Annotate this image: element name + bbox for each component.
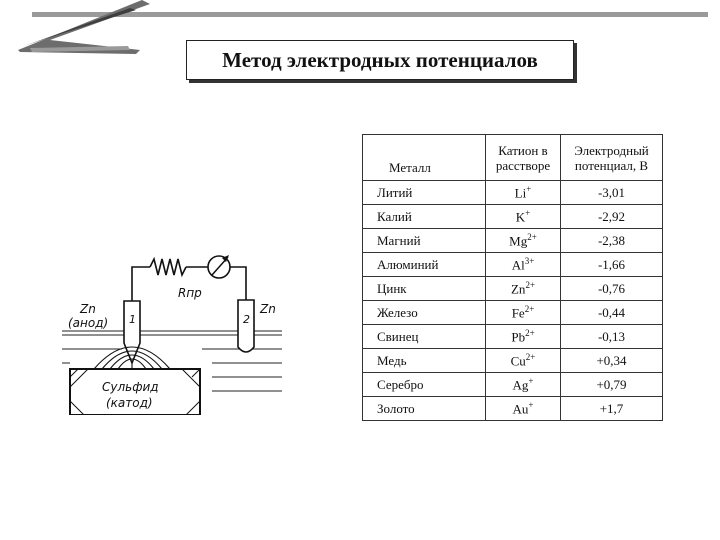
cation-cell [486, 181, 561, 205]
anode-role-label: (анод) [68, 316, 109, 330]
cation-cell [486, 373, 561, 397]
potential-cell: +1,7 [561, 397, 663, 421]
metal-cell: Литий [363, 181, 486, 205]
cation-charge: + [525, 207, 531, 218]
sulfide-label: Сульфид [102, 380, 159, 394]
cation-charge: 3+ [524, 255, 535, 266]
cation-symbol: Ag [512, 377, 529, 393]
potential-cell: -0,44 [561, 301, 663, 325]
table-row [363, 397, 663, 421]
table-row [363, 301, 663, 325]
cation-symbol: Zn [510, 281, 526, 297]
table-header-row [363, 135, 663, 181]
cation-symbol: Al [511, 257, 525, 273]
metal-cell: Цинк [363, 277, 486, 301]
anode-zn-label: Zn [80, 302, 96, 316]
cation-charge: + [526, 183, 532, 194]
metal-cell: Свинец [363, 325, 486, 349]
resistor-label: Rпр [178, 286, 202, 300]
metal-cell: Магний [363, 229, 486, 253]
potential-cell: +0,34 [561, 349, 663, 373]
metal-cell: Калий [363, 205, 486, 229]
cation-symbol: Pb [511, 329, 526, 345]
metal-cell: Алюминий [363, 253, 486, 277]
cation-cell [486, 277, 561, 301]
table-row [363, 205, 663, 229]
cation-cell [486, 205, 561, 229]
header-cation: Катион в расстворе [486, 135, 561, 181]
table-row [363, 229, 663, 253]
potential-cell: -0,13 [561, 325, 663, 349]
potential-cell: +0,79 [561, 373, 663, 397]
cation-cell [486, 349, 561, 373]
title-box [186, 40, 574, 80]
potential-table [362, 134, 663, 421]
table-row [363, 373, 663, 397]
cation-charge: 2+ [525, 279, 536, 290]
electrode-diagram [62, 245, 282, 415]
metal-cell: Золото [363, 397, 486, 421]
cathode-zn-label: Zn [260, 302, 276, 316]
cation-charge: 2+ [525, 351, 536, 362]
potential-cell: -2,38 [561, 229, 663, 253]
cation-symbol: Cu [510, 353, 526, 369]
table-row [363, 181, 663, 205]
potential-cell: -2,92 [561, 205, 663, 229]
cation-symbol: Fe [511, 305, 525, 321]
potential-cell: -3,01 [561, 181, 663, 205]
cation-cell [486, 325, 561, 349]
cation-charge: 2+ [525, 327, 535, 338]
header-potential: Электродный потенциал, В [561, 135, 663, 181]
table-row [363, 277, 663, 301]
cation-symbol: Mg [509, 233, 528, 249]
cation-charge: 2+ [527, 231, 537, 242]
table-row [363, 253, 663, 277]
potential-cell: -1,66 [561, 253, 663, 277]
metal-cell: Серебро [363, 373, 486, 397]
potential-cell: -0,76 [561, 277, 663, 301]
cation-cell [486, 229, 561, 253]
cathode-role-label: (катод) [106, 396, 153, 410]
electrode-1-label: 1 [129, 313, 136, 326]
table-row [363, 349, 663, 373]
page-title: Метод электродных потенциалов [222, 47, 538, 72]
metal-cell: Железо [363, 301, 486, 325]
pen-logo-icon [10, 0, 150, 56]
cation-cell [486, 397, 561, 421]
cation-charge: 2+ [524, 303, 535, 314]
cation-cell [486, 301, 561, 325]
cation-cell [486, 253, 561, 277]
metal-cell: Медь [363, 349, 486, 373]
electrode-2-label: 2 [243, 313, 250, 326]
header-metal: Металл [363, 135, 486, 181]
cation-charge: + [528, 375, 534, 386]
cation-charge: + [528, 399, 534, 410]
cation-symbol: Li [514, 185, 527, 201]
cation-symbol: K [515, 209, 526, 225]
table-row [363, 325, 663, 349]
cation-symbol: Au [512, 401, 529, 417]
